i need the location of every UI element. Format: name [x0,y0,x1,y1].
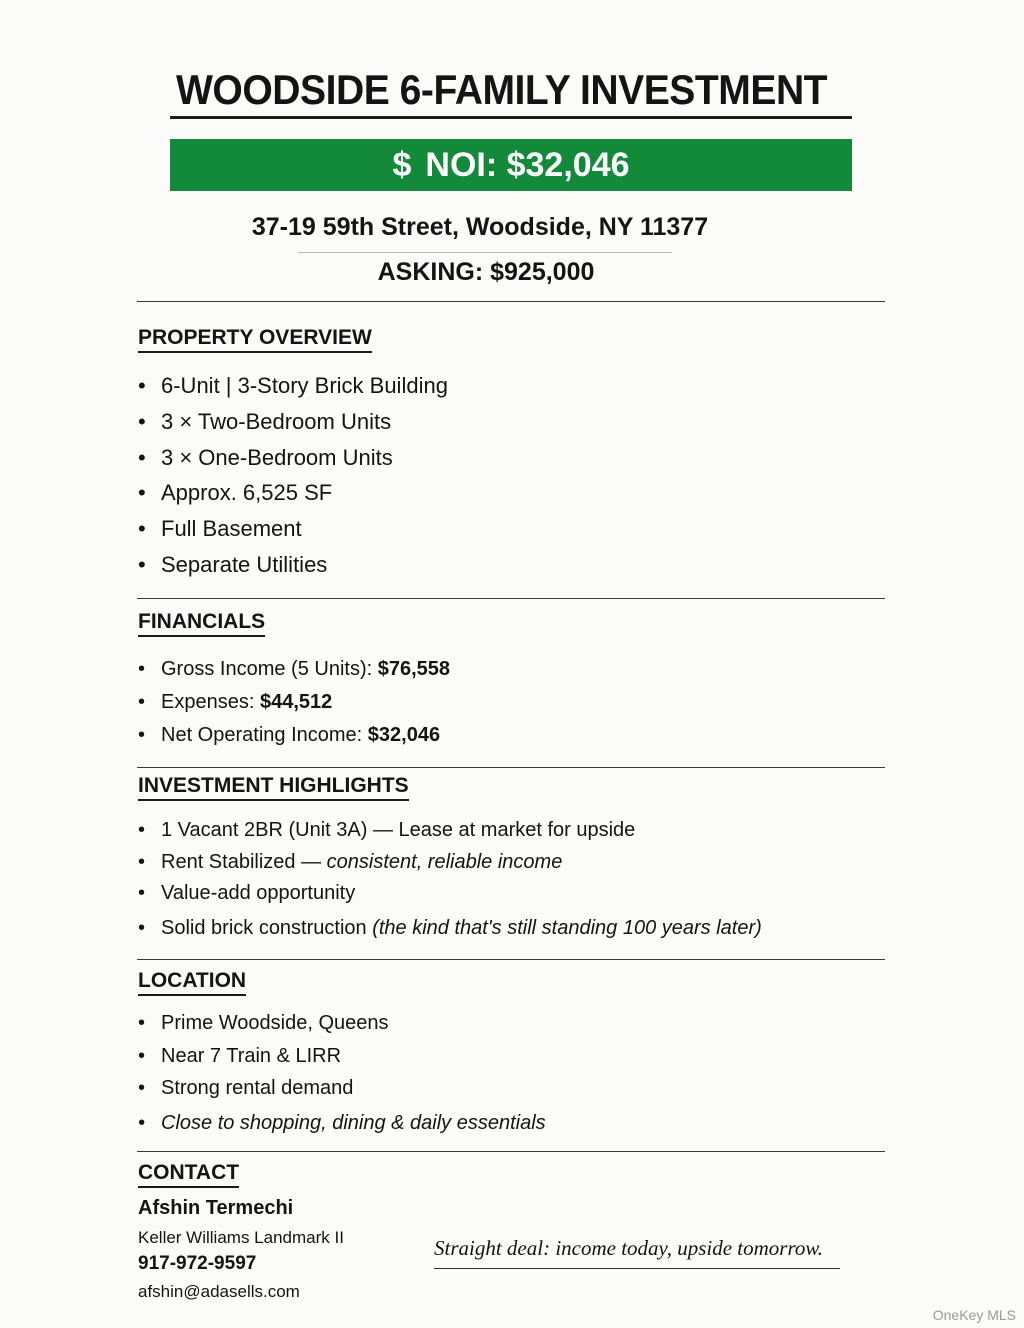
financials-list [138,656,450,755]
watermark: OneKey MLS [932,1307,1016,1323]
expenses-value: $44,512 [259,691,333,713]
gross-income-value: $76,558 [377,658,451,680]
list-item [138,689,450,722]
tagline: Straight deal: income today, upside tomorrow. [434,1236,824,1260]
title-divider [170,116,852,119]
list-item [138,915,762,947]
contact-phone[interactable]: 917-972-9597 [138,1253,257,1274]
noi-amount: $32,046 [367,724,441,746]
investment-highlights-heading: INVESTMENT HIGHLIGHTS [138,774,409,801]
contact-name: Afshin Termechi [138,1197,294,1219]
page-title: WOODSIDE 6-FAMILY INVESTMENT [176,66,828,113]
list-item: • Separate Utilities [138,551,448,587]
expenses-label: Expenses: [161,691,260,713]
noi-label: Net Operating Income: [161,724,368,746]
list-item: • 3 × Two-Bedroom Units [138,408,448,444]
list-item: • Near 7 Train & LIRR [138,1043,546,1076]
list-item: • 3 × One-Bedroom Units [138,444,448,480]
section-divider [137,301,885,302]
location-list [138,1010,546,1142]
section-divider [137,598,885,599]
property-address: 37-19 59th Street, Woodside, NY 11377 [251,213,709,241]
list-item: • Prime Woodside, Queens [138,1010,546,1043]
property-overview-list [138,372,448,587]
asking-price: ASKING: $925,000 [377,258,595,286]
list-item: • Close to shopping, dining & daily essentials [138,1110,546,1142]
financials-heading: FINANCIALS [138,610,265,637]
list-item: • Full Basement [138,515,448,551]
property-overview-heading: PROPERTY OVERVIEW [138,326,372,353]
investment-highlights-list [138,817,762,947]
highlight-text: Value-add opportunity [161,882,356,904]
dollar-sign-icon: $ [392,145,412,184]
contact-heading: CONTACT [138,1161,239,1188]
address-divider [298,252,672,253]
list-item: • 6-Unit | 3-Story Brick Building [138,372,448,408]
list-item: • Strong rental demand [138,1075,546,1110]
noi-banner [170,139,852,191]
highlight-text: Rent Stabilized — [161,850,327,873]
highlight-emphasis: (the kind that's still standing 100 years later) [372,917,762,939]
list-item [138,849,762,881]
location-heading: LOCATION [138,969,246,996]
list-item [138,656,450,689]
contact-company: Keller Williams Landmark II [138,1228,344,1247]
section-divider [137,1151,885,1152]
tagline-underline [434,1268,840,1269]
list-item [138,722,450,755]
gross-income-label: Gross Income (5 Units): [161,658,378,680]
highlight-text: Solid brick construction [161,917,373,939]
noi-value: NOI: $32,046 [425,145,630,184]
highlight-emphasis: consistent, reliable income [326,850,563,873]
section-divider [137,767,885,768]
section-divider [137,959,885,960]
highlight-text: 1 Vacant 2BR (Unit 3A) — Lease at market for upside [161,819,636,841]
list-item [138,817,762,849]
contact-email[interactable]: afshin@adasells.com [138,1282,300,1301]
list-item [138,880,762,915]
list-item: • Approx. 6,525 SF [138,479,448,515]
